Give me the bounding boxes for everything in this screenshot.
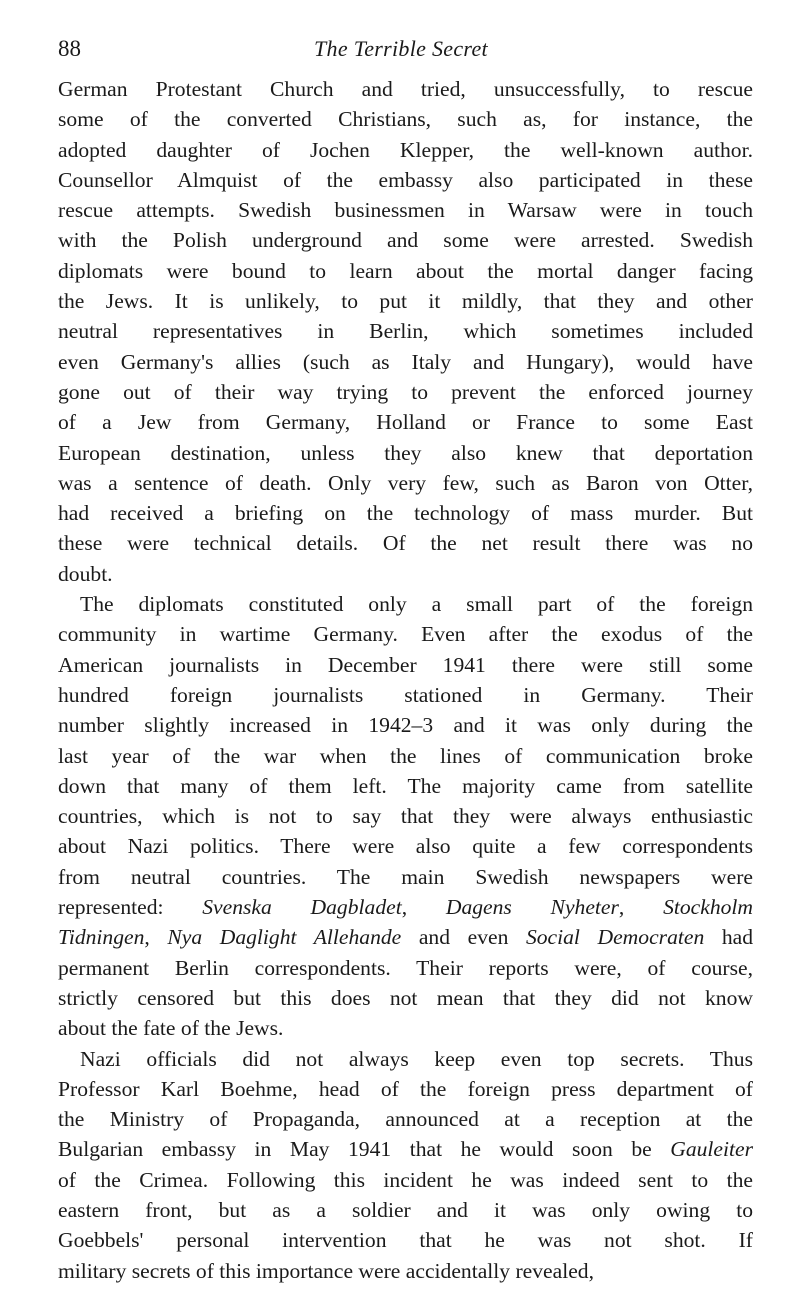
page-header [58, 30, 753, 74]
text-line: eastern front, but as a soldier and it was only owing to [58, 1197, 753, 1222]
text-line: of the Crimea. Following this incident he was indeed sent to the [58, 1167, 753, 1192]
text-line: countries, which is not to say that they were always enthusiastic [58, 804, 753, 829]
text-line: even Germany's allies (such as Italy and Hungary), would have [58, 349, 753, 374]
text-line: number slightly increased in 1942–3 and it was only during the [58, 713, 753, 738]
text-line: Nazi officials did not always keep even top secrets. Thus [80, 1046, 753, 1071]
text-line: rescue attempts. Swedish businessmen in Warsaw were in touch [58, 198, 753, 223]
italic-title: Tidningen [58, 925, 145, 950]
text-line: Professor Karl Boehme, head of the foreign press department of [58, 1076, 753, 1101]
text-line: Goebbels' personal intervention that he was not shot. If [58, 1228, 753, 1253]
text-line: with the Polish underground and some were arrested. Swedish [58, 228, 753, 253]
text-line: community in wartime Germany. Even after the exodus of the [58, 622, 753, 647]
text-line: these were technical details. Of the net result there was no [58, 531, 753, 556]
text-line: The diplomats constituted only a small part of the foreign [80, 592, 753, 617]
paragraph [58, 74, 753, 589]
text-line: from neutral countries. The main Swedish newspapers were [58, 864, 753, 889]
body-text [58, 74, 753, 1286]
text-line: adopted daughter of Jochen Klepper, the well-known author. [58, 137, 753, 162]
text-line: Counsellor Almquist of the embassy also participated in these [58, 167, 753, 192]
text-line: neutral representatives in Berlin, which sometimes included [58, 319, 753, 344]
italic-title: Nya Daglight Allehande [167, 925, 402, 950]
book-page [58, 30, 753, 1286]
text-line: doubt. [58, 561, 113, 586]
paragraph [58, 589, 753, 1043]
text-line: had received a briefing on the technology of mass murder. But [58, 501, 753, 526]
text-line: was a sentence of death. Only very few, such as Baron von Otter, [58, 470, 753, 495]
italic-title: Dagens Nyheter [445, 895, 619, 920]
italic-title: Social Democraten [525, 925, 705, 950]
running-head: The Terrible Secret [314, 36, 488, 61]
text-line: permanent Berlin correspondents. Their reports were, of course, [58, 955, 753, 980]
text-line: gone out of their way trying to prevent the enforced journey [58, 379, 753, 404]
page-number: 88 [58, 36, 81, 61]
text-line: some of the converted Christians, such as, for instance, the [58, 107, 753, 132]
text-line: about the fate of the Jews. [58, 1016, 284, 1041]
text-line: European destination, unless they also knew that deportation [58, 440, 753, 465]
text-line: about Nazi politics. There were also quite a few correspondents [58, 834, 753, 859]
text-line: Tidningen, Nya Daglight Allehande and even Social Democraten had [58, 925, 754, 950]
text-line: represented: Svenska Dagbladet, Dagens Nyheter, Stockholm [58, 895, 754, 920]
text-line: strictly censored but this does not mean that they did not know [58, 985, 753, 1010]
italic-title: Stockholm [663, 895, 754, 920]
text-line: German Protestant Church and tried, unsuccessfully, to rescue [58, 77, 753, 101]
text-line: last year of the war when the lines of communication broke [58, 743, 753, 768]
text-line: down that many of them left. The majority came from satellite [58, 773, 753, 798]
text-line: the Ministry of Propaganda, announced at a reception at the [58, 1107, 753, 1132]
text-line: Bulgarian embassy in May 1941 that he would soon be Gauleiter [58, 1137, 753, 1162]
text-line: of a Jew from Germany, Holland or France to some East [58, 410, 753, 435]
text-line: hundred foreign journalists stationed in Germany. Their [58, 682, 753, 707]
italic-title: Gauleiter [670, 1137, 753, 1162]
paragraph [58, 1044, 753, 1286]
text-line: American journalists in December 1941 there were still some [58, 652, 753, 677]
text-line: military secrets of this importance were accidentally revealed, [58, 1258, 595, 1283]
italic-title: Svenska Dagbladet [202, 895, 402, 920]
text-line: diplomats were bound to learn about the mortal danger facing [58, 258, 753, 283]
text-line: the Jews. It is unlikely, to put it mildly, that they and other [58, 289, 753, 314]
